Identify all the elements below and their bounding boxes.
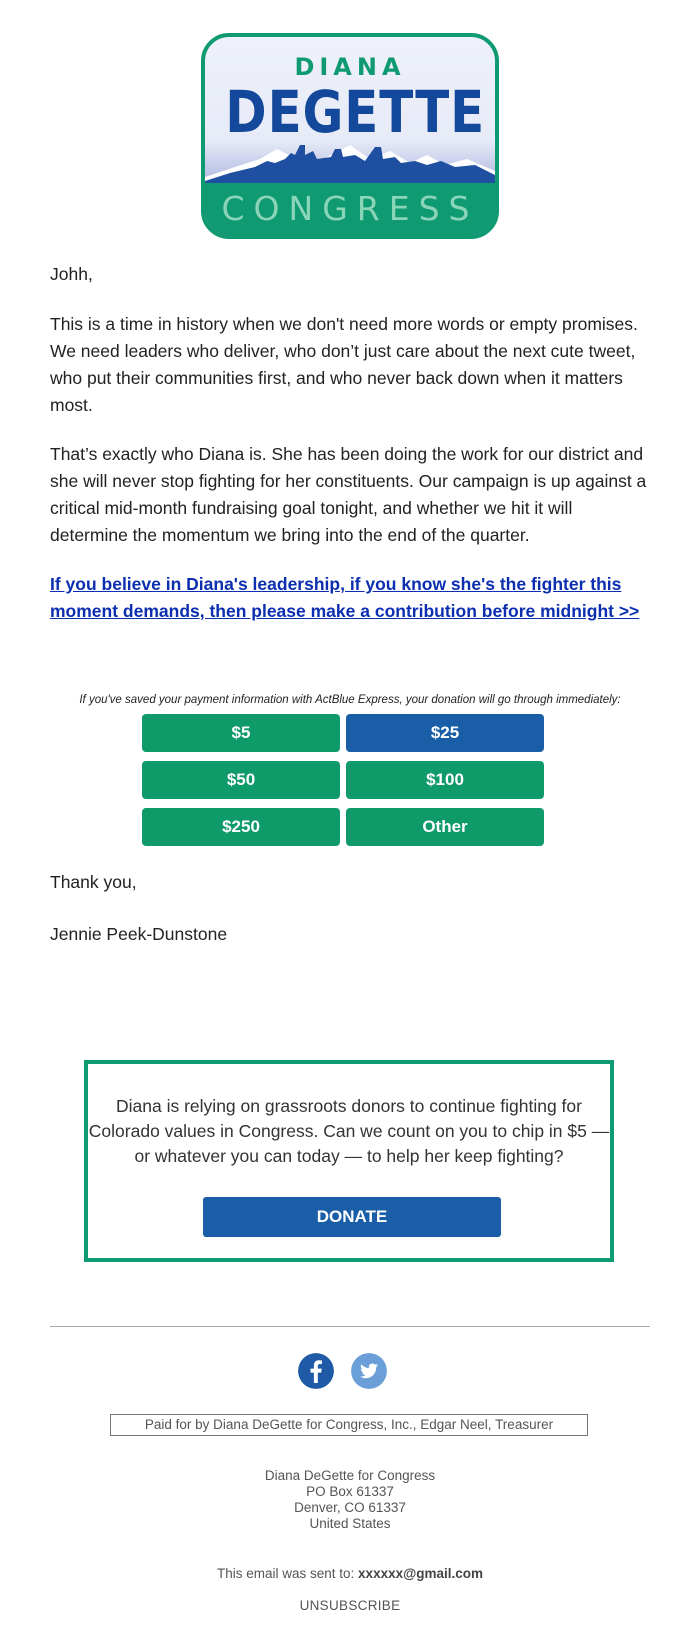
sent-to-line xyxy=(0,1566,700,1581)
actblue-express-note: If you've saved your payment information with ActBlue Express, your donation will go through immediately: xyxy=(79,694,621,706)
donate-25-button[interactable]: $25 xyxy=(346,714,544,752)
logo-band-text: CONGRESS xyxy=(221,189,479,228)
signature: Jennie Peek-Dunstone xyxy=(50,924,228,944)
donate-other-button[interactable]: Other xyxy=(346,808,544,846)
unsubscribe-link[interactable]: UNSUBSCRIBE xyxy=(299,1598,401,1613)
donate-5-button[interactable]: $5 xyxy=(142,714,340,752)
footer-divider xyxy=(50,1326,650,1327)
greeting: Johh, xyxy=(50,264,93,284)
sent-to-label: This email was sent to: xyxy=(216,1566,355,1581)
address-line: PO Box 61337 xyxy=(306,1484,394,1499)
logo-last-name: DEGETTE xyxy=(225,78,486,146)
address-line: United States xyxy=(309,1516,391,1531)
address-line: Denver, CO 61337 xyxy=(294,1500,406,1515)
logo-band xyxy=(205,183,495,235)
facebook-icon[interactable] xyxy=(298,1353,334,1389)
skyline-mountain-icon xyxy=(205,137,495,187)
contribute-link[interactable]: If you believe in Diana's leadership, if you know she's the fighter this moment demands, then please make a contribution before midnight >> xyxy=(50,574,640,621)
donate-100-button[interactable]: $100 xyxy=(346,761,544,799)
callout-text: Diana is relying on grassroots donors to continue fighting for Colorado values in Congress. Can we count on you to chip in $5 — or whatever you can today — to help her keep fighting? xyxy=(88,1096,610,1166)
donate-250-button[interactable]: $250 xyxy=(142,808,340,846)
letter-paragraph-1: This is a time in history when we don't need more words or empty promises. We need leaders who deliver, who don’t just care about the next cute tweet, who put their communities first, and who never back down when it matters most. xyxy=(50,314,638,415)
donate-50-button[interactable]: $50 xyxy=(142,761,340,799)
recipient-email: xxxxxx@gmail.com xyxy=(358,1566,484,1581)
donate-button[interactable]: DONATE xyxy=(203,1197,501,1237)
logo-first-name: DIANA xyxy=(294,53,406,81)
mailing-address xyxy=(0,1468,700,1532)
address-line: Diana DeGette for Congress xyxy=(264,1468,436,1483)
donation-callout-box xyxy=(84,1060,614,1262)
campaign-logo xyxy=(201,33,499,239)
paid-for-disclaimer: Paid for by Diana DeGette for Congress, Inc., Edgar Neel, Treasurer xyxy=(110,1414,588,1436)
twitter-icon[interactable] xyxy=(351,1353,387,1389)
closing: Thank you, xyxy=(50,872,137,892)
letter-paragraph-2: That’s exactly who Diana is. She has been doing the work for our district and she will never stop fighting for her constituents. Our campaign is up against a critical mid-month fundraising goal tonight, and whether we hit it will determine the momentum we bring into the end of the quarter. xyxy=(50,444,647,545)
